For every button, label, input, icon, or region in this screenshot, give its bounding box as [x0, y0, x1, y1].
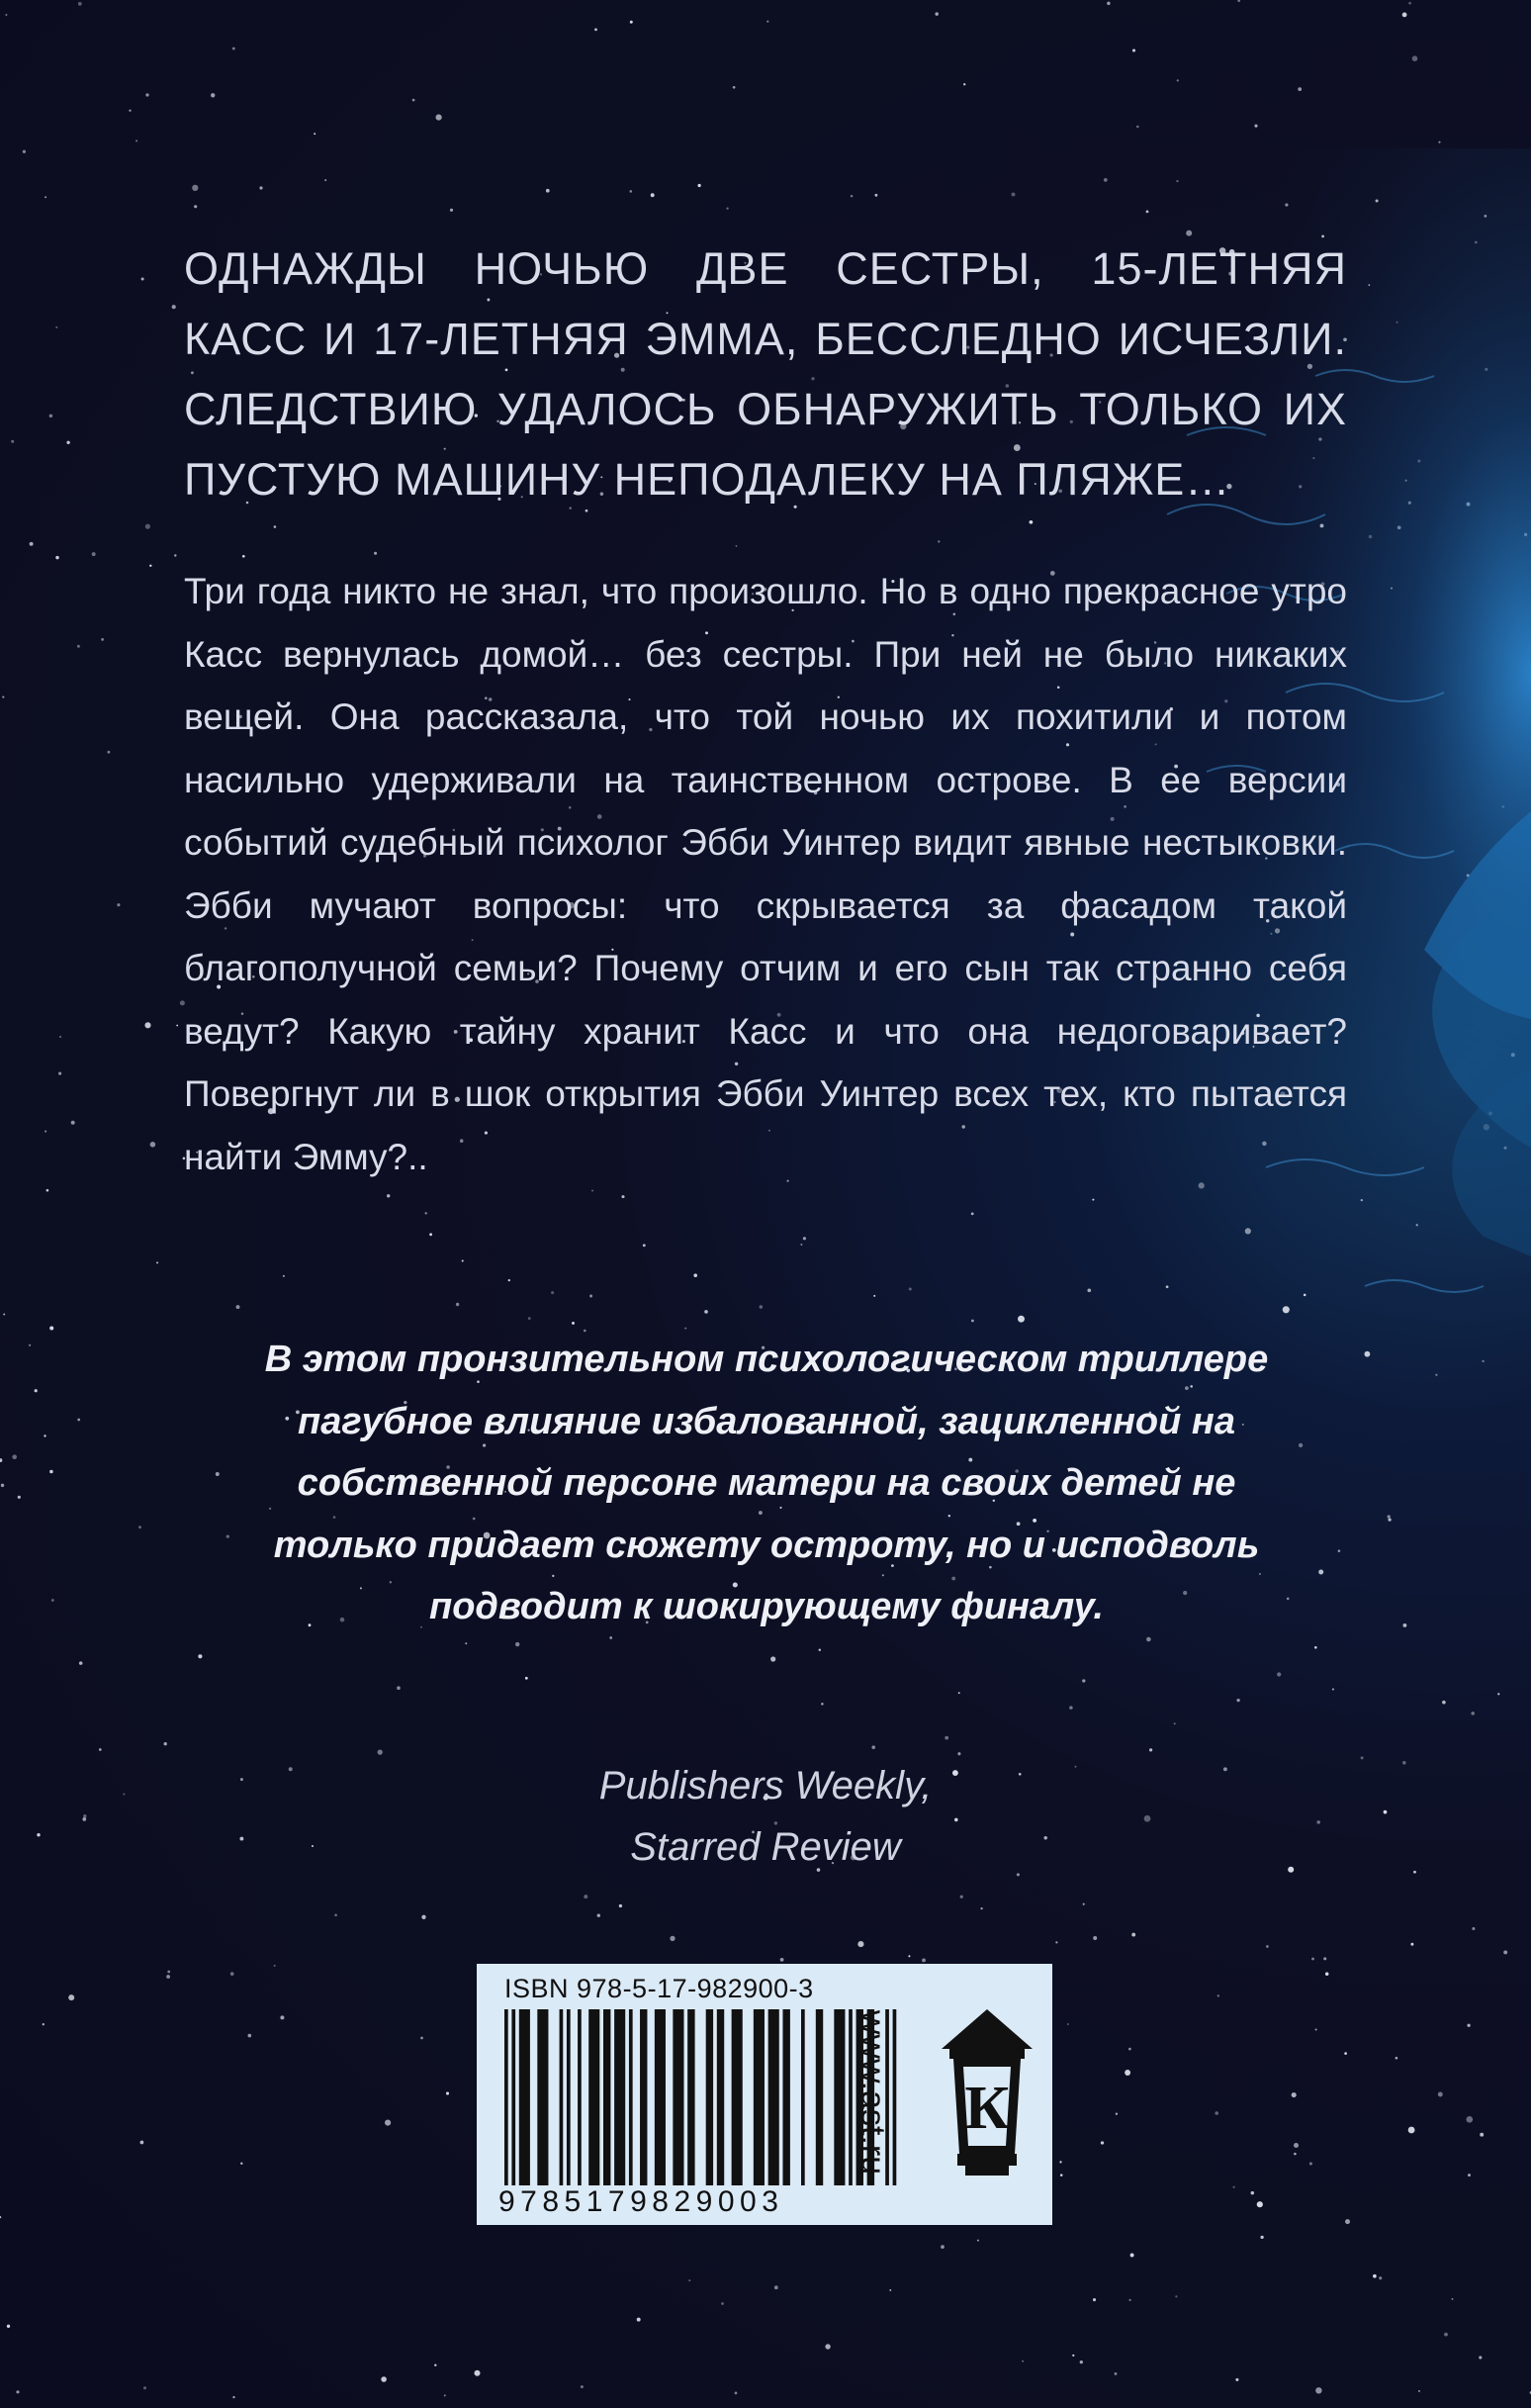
review-source — [435, 1755, 1096, 1878]
barcode-bar — [801, 2009, 805, 2185]
barcode-bar — [629, 2009, 633, 2185]
barcode-bar — [768, 2009, 779, 2185]
barcode-bar — [537, 2009, 548, 2185]
barcode-bar — [614, 2009, 625, 2185]
publisher-url: www.ast.ru — [854, 2009, 892, 2176]
barcode-bar — [893, 2009, 897, 2185]
barcode — [504, 2009, 900, 2185]
barcode-bar — [640, 2009, 647, 2185]
barcode-digits: 9785179829003 — [498, 2185, 784, 2218]
barcode-bar — [782, 2009, 789, 2185]
barcode-bar — [816, 2009, 823, 2185]
barcode-bar — [655, 2009, 666, 2185]
review-source-line1: Publishers Weekly, — [598, 1764, 933, 1807]
review-quote: В этом пронзительном психологическом триллере пагубное влияние избалованной, зацикленной на собственной персоне матери на своих детей не только придает сюжету остроту, но и исподволь подводит к шокирующему финалу. — [264, 1339, 1269, 1627]
barcode-bar — [849, 2009, 853, 2185]
barcode-bar — [504, 2009, 508, 2185]
barcode-bar — [603, 2009, 610, 2185]
barcode-bar — [578, 2009, 582, 2185]
barcode-bar — [717, 2009, 724, 2185]
barcode-bar — [754, 2009, 765, 2185]
barcode-bar — [706, 2009, 713, 2185]
isbn-label: ISBN 978-5-17-982900-3 — [504, 1974, 814, 2003]
barcode-bar — [567, 2009, 571, 2185]
barcode-panel — [477, 1964, 1052, 2225]
publisher-logo-icon — [936, 2005, 1038, 2179]
barcode-bar — [511, 2009, 515, 2185]
barcode-bar — [687, 2009, 694, 2185]
barcode-bar — [519, 2009, 530, 2185]
barcode-bar — [732, 2009, 743, 2185]
review-source-line2: Starred Review — [630, 1825, 901, 1869]
barcode-bar — [673, 2009, 683, 2185]
headline-text: ОДНАЖДЫ НОЧЬЮ ДВЕ СЕСТРЫ, 15-ЛЕТНЯЯ КАСС И 17-ЛЕТНЯЯ ЭММА, БЕССЛЕДНО ИСЧЕЗЛИ. СЛЕДСТВИЮ УДАЛОСЬ ОБНАРУЖИТЬ ТОЛЬКО ИХ ПУСТУЮ МАШИНУ НЕПОДАЛЕКУ НА ПЛЯЖЕ… — [184, 243, 1347, 505]
blurb-text: Три года никто не знал, что произошло. Но в одно прекрасное утро Касс вернулась домой… без сестры. При ней не было никаких вещей. Она рассказала, что той ночью их похитили и потом насильно удерживали на таинственном острове. В ее версии событий судебный психолог Эбби Уинтер видит явные нестыковки. Эбби мучают вопросы: что скрывается за фасадом такой благополучной семьи? Почему отчим и его сын так странно себя ведут? Какую тайну хранит Касс и что она недоговаривает? Повергнут ли в шок открытия Эбби Уинтер всех тех, кто пытается найти Эмму?.. — [184, 571, 1347, 1177]
barcode-bar — [588, 2009, 599, 2185]
barcode-bar — [834, 2009, 845, 2185]
publisher-logo-letter: К — [964, 2075, 1010, 2142]
barcode-bar — [560, 2009, 564, 2185]
